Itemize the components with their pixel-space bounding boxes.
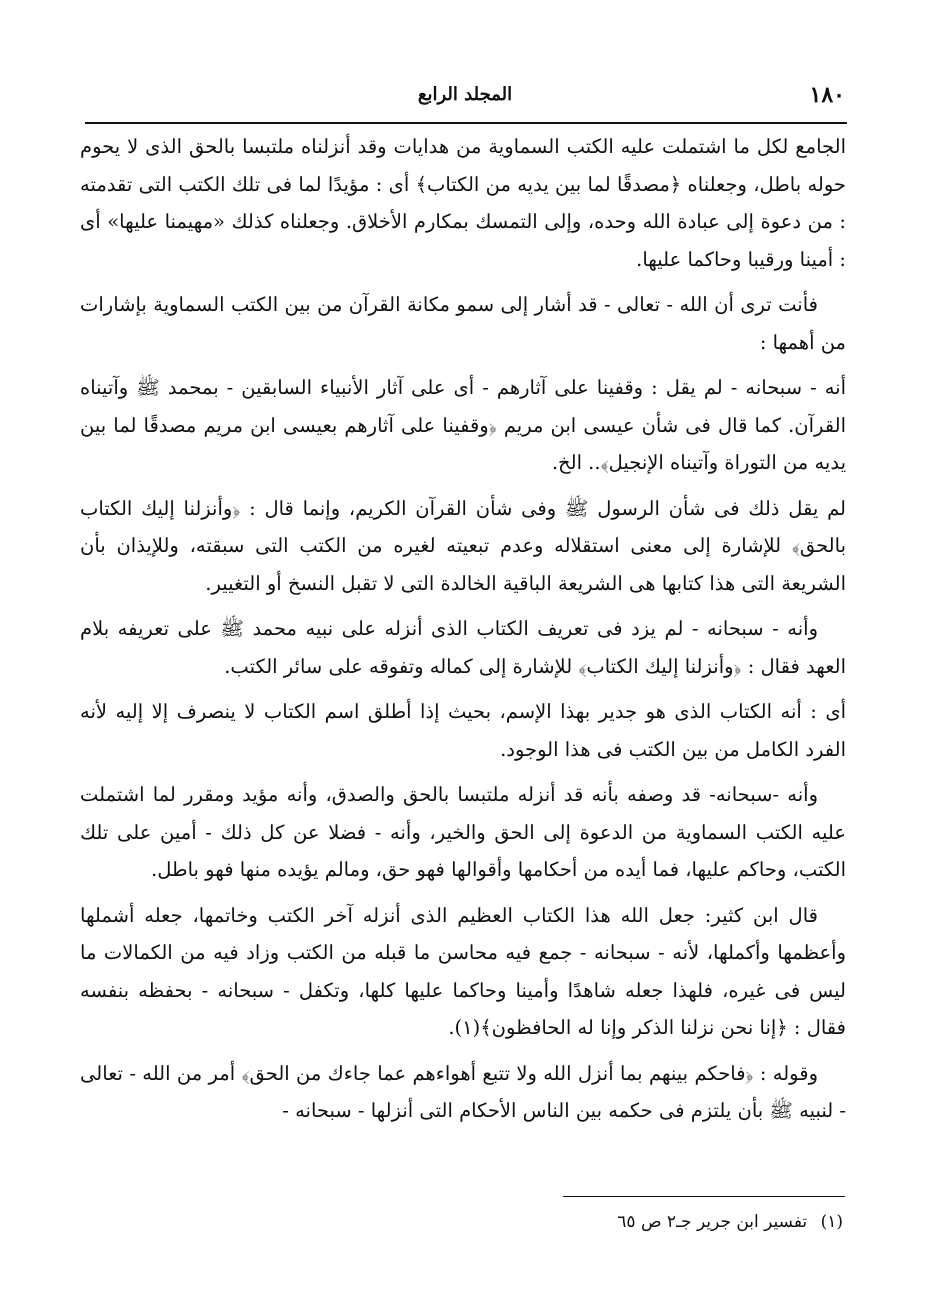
paragraph: وأنه - سبحانه - لم يزد فى تعريف الكتاب الذى أنزله على نبيه محمد ﷺ على تعريفه بلام العهد فقال : ﴿وأنزلنا إليك الكتاب﴾ للإشارة إلى كماله وتفوقه على سائر الكتب. xyxy=(80,617,846,678)
paragraph: لم يقل ذلك فى شأن الرسول ﷺ وفى شأن القرآن الكريم، وإنما قال : ﴿وأنزلنا إليك الكتاب بالحق﴾ للإشارة إلى معنى استقلاله وعدم تبعيته لغيره من الكتب التى سبقته، وللإيذان بأن الشريعة التى هذا كتابها هى الشريعة الباقية الخالدة التى لا تقبل النسخ أو التغيير. xyxy=(80,496,846,595)
footnote xyxy=(617,1210,843,1234)
page-header xyxy=(85,82,845,116)
paragraph: وقوله : ﴿فاحكم بينهم بما أنزل الله ولا تتبع أهواءهم عما جاءك من الحق﴾ أمر من الله - تعالى - لنبيه ﷺ بأن يلتزم فى حكمه بين الناس الأحكام التى أنزلها - سبحانه - xyxy=(80,1061,846,1122)
footnote-rule xyxy=(563,1196,845,1197)
paragraph: أنه - سبحانه - لم يقل : وقفينا على آثارهم - أى على آثار الأنبياء السابقين - بمحمد ﷺ وآتيناه القرآن. كما قال فى شأن عيسى ابن مريم ﴿وقفينا على آثارهم بعيسى ابن مريم مصدقًا لما بين يديه من التوراة وآتيناه الإنجيل﴾.. الخ. xyxy=(80,376,846,474)
paragraph: وأنه -سبحانه- قد وصفه بأنه قد أنزله ملتبسا بالحق والصدق، وأنه مؤيد ومقرر لما اشتملت عليه الكتب السماوية من الدعوة إلى الحق والخير، وأنه - فضلا عن كل ذلك - أمين على تلك الكتب، وحاكم عليها، فما أيده من أحكامها وأقوالها فهو حق، ومالم يؤيده منها فهو باطل. xyxy=(80,783,846,881)
body-text xyxy=(80,128,846,1138)
paragraph: أى : أنه الكتاب الذى هو جدير بهذا الإسم، بحيث إذا أطلق اسم الكتاب لا ينصرف إلا إليه لأنه الفرد الكامل من بين الكتب فى هذا الوجود. xyxy=(80,700,846,761)
paragraph: قال ابن كثير: جعل الله هذا الكتاب العظيم الذى أنزله آخر الكتب وخاتمها، جعله أشملها وأعظمها وأكملها، لأنه - سبحانه - جمع فيه محاسن ما قبله من الكتب وزاد فيه من الكمالات ما ليس فى غيره، فلهذا جعله شاهدًا وأمينا وحاكما عليها كلها، وتكفل - سبحانه - بحفظه بنفسه فقال : ﴿إنا نحن نزلنا الذكر وإنا له الحافظون﴾(١). xyxy=(80,903,846,1039)
running-head: المجلد الرابع xyxy=(417,84,513,105)
paragraph: الجامع لكل ما اشتملت عليه الكتب السماوية من هدايات وقد أنزلناه ملتبسا بالحق الذى لا يحوم حوله باطل، وجعلناه ﴿مصدقًا لما بين يديه من الكتاب﴾ أى : مؤيدًا لما فى تلك الكتب التى تقدمته : من دعوة إلى عبادة الله وحده، وإلى التمسك بمكارم الأخلاق. وجعلناه كذلك «مهيمنا عليها» أى : أمينا ورقيبا وحاكما عليها. xyxy=(80,135,846,271)
footnote-text: تفسير ابن جرير جـ٢ ص ٦٥ xyxy=(617,1212,808,1232)
paragraph: فأنت ترى أن الله - تعالى - قد أشار إلى سمو مكانة القرآن من بين الكتب السماوية بإشارات من أهمها : xyxy=(80,293,846,354)
header-rule xyxy=(85,122,847,124)
footnote-marker: (١) xyxy=(820,1212,843,1232)
page-number: ١٨٠ xyxy=(809,82,845,108)
